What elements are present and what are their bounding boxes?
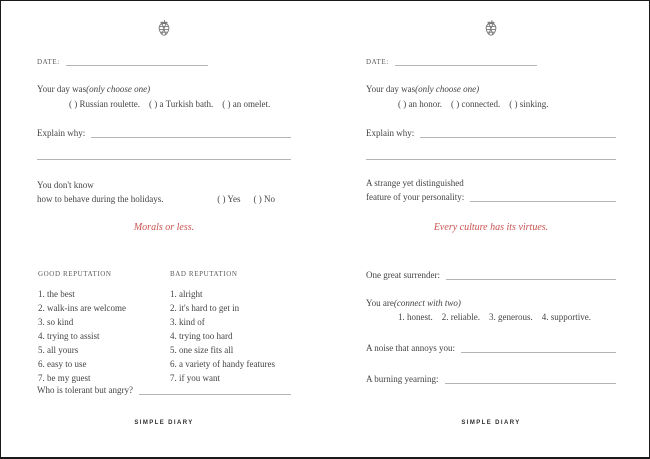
noise-label: A noise that annoys you: bbox=[366, 343, 455, 353]
explain-label: Explain why: bbox=[366, 128, 415, 138]
date-label: DATE: bbox=[37, 58, 60, 66]
day-was-options bbox=[366, 98, 616, 110]
day-option-sinking[interactable]: ( ) sinking. bbox=[509, 99, 549, 109]
holiday-question-line2 bbox=[37, 193, 291, 205]
feature-prompt-line1 bbox=[366, 177, 616, 189]
list-item: 6. a variety of handy features bbox=[170, 359, 275, 369]
list-item: 2. walk-ins are welcome bbox=[38, 303, 126, 313]
you-are-prompt bbox=[366, 297, 616, 309]
surrender-field[interactable] bbox=[446, 279, 616, 280]
yes-option[interactable]: ( ) Yes bbox=[217, 194, 241, 204]
list-item: 7. be my guest bbox=[38, 373, 91, 383]
page-motto: Every culture has its virtues. bbox=[433, 222, 549, 233]
noise-field[interactable] bbox=[461, 352, 616, 353]
left-page-ornament bbox=[37, 18, 291, 43]
day-option-an-honor[interactable]: ( ) an honor. bbox=[398, 99, 442, 109]
list-item: 4. trying to assist bbox=[38, 331, 100, 341]
final-question-row bbox=[37, 384, 291, 396]
explain-field-line2[interactable] bbox=[37, 159, 291, 160]
day-option-omelet[interactable]: ( ) an omelet. bbox=[222, 99, 271, 109]
day-was-text: Your day was bbox=[366, 84, 416, 94]
question-text: You don't know bbox=[37, 180, 94, 190]
explain-field-line2[interactable] bbox=[366, 159, 616, 160]
explain-label: Explain why: bbox=[37, 128, 86, 138]
you-are-options bbox=[366, 311, 616, 323]
explain-row bbox=[37, 127, 291, 139]
date-label: DATE: bbox=[366, 58, 389, 66]
yearning-row bbox=[366, 373, 616, 385]
date-row bbox=[366, 56, 616, 68]
day-option-connected[interactable]: ( ) connected. bbox=[451, 99, 501, 109]
list-item: 7. if you want bbox=[170, 373, 220, 383]
noise-row bbox=[366, 342, 616, 354]
page-motto: Morals or less. bbox=[133, 222, 195, 233]
list-item: 5. all yours bbox=[38, 345, 79, 355]
list-item: 4. trying too hard bbox=[170, 331, 233, 341]
day-was-instruction: (only choose one) bbox=[415, 84, 480, 94]
list-item: 3. so kind bbox=[38, 317, 74, 327]
explain-row bbox=[366, 127, 616, 139]
trait-option-honest[interactable]: 1. honest. bbox=[398, 312, 433, 322]
final-question-field[interactable] bbox=[139, 394, 291, 395]
surrender-row bbox=[366, 269, 616, 281]
right-page bbox=[366, 1, 616, 457]
feature-prompt-line2 bbox=[366, 191, 616, 203]
day-option-turkish-bath[interactable]: ( ) a Turkish bath. bbox=[149, 99, 214, 109]
left-page bbox=[37, 1, 291, 457]
trait-option-generous[interactable]: 3. generous. bbox=[488, 312, 533, 322]
strawberry-icon bbox=[156, 18, 172, 38]
yearning-field[interactable] bbox=[445, 383, 617, 384]
right-page-ornament bbox=[366, 18, 616, 43]
list-item: 2. it's hard to get in bbox=[170, 303, 240, 313]
yearning-label: A burning yearning: bbox=[366, 374, 439, 384]
you-are-text: You are bbox=[366, 298, 394, 308]
trait-option-supportive[interactable]: 4. supportive. bbox=[541, 312, 591, 322]
date-row bbox=[37, 56, 291, 68]
you-are-instruction: (connect with two) bbox=[393, 298, 461, 308]
date-field[interactable] bbox=[66, 65, 208, 66]
prompt-text: A strange yet distinguished bbox=[366, 178, 464, 188]
day-was-prompt bbox=[37, 83, 291, 95]
surrender-label: One great surrender: bbox=[366, 270, 440, 280]
footer-brand: SIMPLE DIARY bbox=[461, 420, 521, 426]
final-question-label: Who is tolerant but angry? bbox=[37, 385, 133, 395]
list-item: 1. alright bbox=[170, 289, 203, 299]
bad-reputation-list bbox=[170, 267, 291, 385]
no-option[interactable]: ( ) No bbox=[253, 194, 275, 204]
list-item: 5. one size fits all bbox=[170, 345, 234, 355]
strawberry-icon bbox=[483, 18, 499, 38]
holiday-question-line1 bbox=[37, 179, 291, 191]
feature-field[interactable] bbox=[470, 201, 616, 202]
list-item: 6. easy to use bbox=[38, 359, 87, 369]
trait-option-reliable[interactable]: 2. reliable. bbox=[441, 312, 480, 322]
question-text: how to behave during the holidays. bbox=[37, 194, 164, 204]
good-reputation-list bbox=[38, 267, 168, 385]
list-item: 1. the best bbox=[38, 289, 75, 299]
bad-reputation-header: BAD REPUTATION bbox=[170, 270, 238, 278]
list-item: 3. kind of bbox=[170, 317, 205, 327]
day-was-instruction: (only choose one) bbox=[86, 84, 151, 94]
explain-field[interactable] bbox=[91, 137, 291, 138]
date-field[interactable] bbox=[395, 65, 537, 66]
day-was-prompt bbox=[366, 83, 616, 95]
day-was-text: Your day was bbox=[37, 84, 87, 94]
prompt-text: feature of your personality: bbox=[366, 192, 465, 202]
day-option-russian-roulette[interactable]: ( ) Russian roulette. bbox=[69, 99, 140, 109]
explain-field[interactable] bbox=[420, 137, 616, 138]
footer-brand: SIMPLE DIARY bbox=[134, 420, 194, 426]
day-was-options bbox=[37, 98, 291, 110]
good-reputation-header: GOOD REPUTATION bbox=[38, 270, 112, 278]
